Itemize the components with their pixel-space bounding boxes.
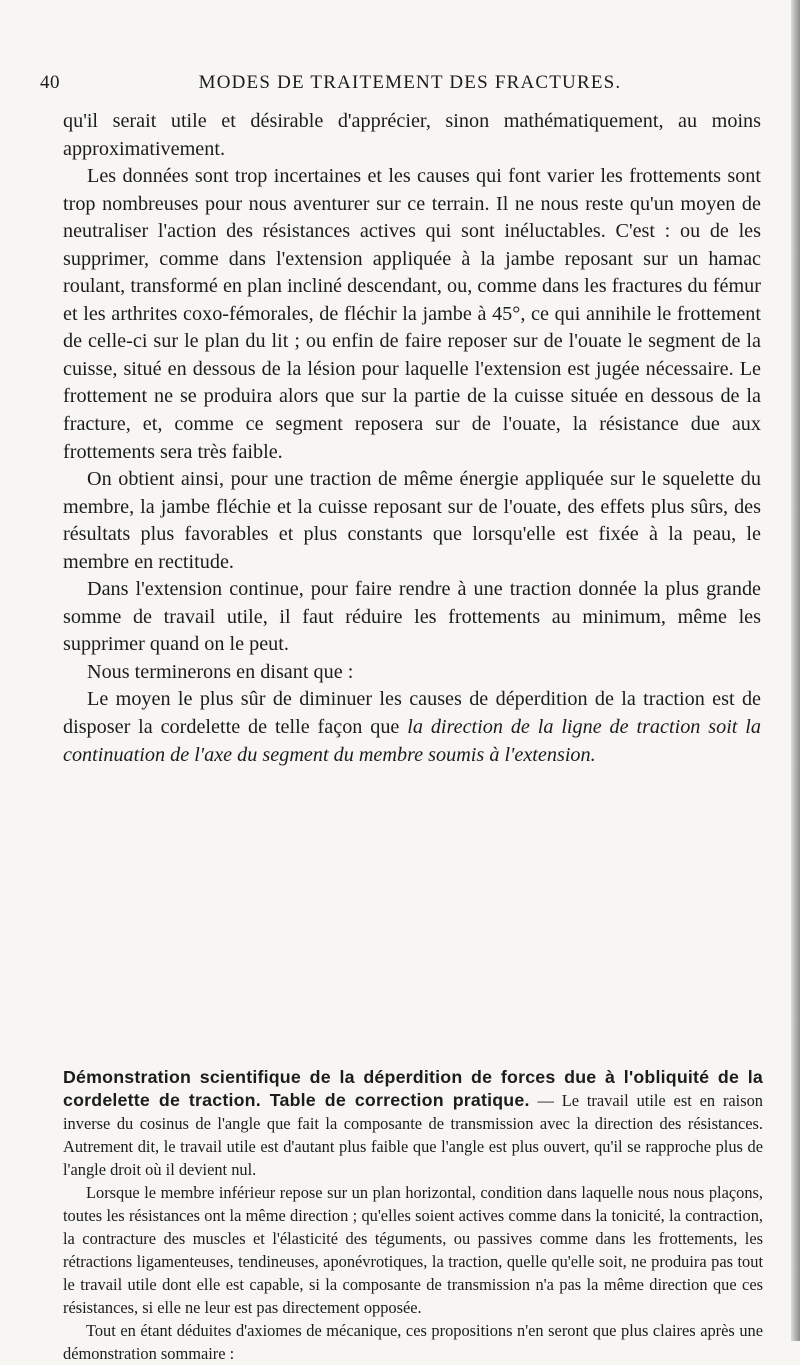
paragraph: qu'il serait utile et désirable d'apprécier, sinon mathématiquement, au moins approximativement. (63, 110, 761, 160)
paragraph: Dans l'extension continue, pour faire rendre à une traction donnée la plus grande somme de travail utile, il faut réduire les frottements au minimum, même les supprimer quand on le peut. (63, 578, 761, 656)
page-header (0, 60, 800, 93)
running-title: MODES DE TRAITEMENT DES FRACTURES. (198, 72, 622, 93)
page-edge-shadow (791, 0, 800, 1341)
main-text (63, 108, 761, 769)
paragraph: Tout en étant déduites d'axiomes de mécanique, ces propositions n'en seront que plus claires après une démonstration sommaire : (63, 1321, 763, 1363)
paragraph: Nous terminerons en disant que : (87, 660, 354, 683)
paragraph: Les données sont trop incertaines et les causes qui font varier les frottements sont trop nombreuses pour nous aventurer sur ce terrain. Il ne nous reste qu'un moyen de neutraliser l'action des résistances actives qui sont inéluctables. C'est : ou de les supprimer, comme dans l'extension appliquée à la jambe reposant sur un hamac roulant, transformé en plan incliné descendant, ou, comme dans les fractures du fémur et les arthrites coxo-fémorales, de fléchir la jambe à 45°, ce qui annihile le frottement de celle-ci sur le plan du lit ; ou enfin de faire reposer sur de l'ouate le segment de la cuisse, situé en dessous de la lésion pour laquelle l'extension est jugée nécessaire. Le frottement ne se produira alors que sur la partie de la cuisse située en dessous de la fracture, et, comme ce segment reposera sur de l'ouate, la résistance due aux frottements sera très faible. (63, 165, 761, 463)
page-number: 40 (40, 72, 60, 93)
conclusion-emphasis: la direction de la ligne de traction soit la continuation de l'axe du segment du membre soumis à l'extension. (63, 716, 761, 766)
paragraph: Lorsque le membre inférieur repose sur un plan horizontal, condition dans laquelle nous nous plaçons, toutes les résistances ont la même direction ; qu'elles soient actives comme dans la tonicité, la contraction, la contracture des muscles et l'élasticité des téguments, ou passives comme dans les frottements, les rétractions ligamenteuses, tendineuses, aponévrotiques, la traction, quelle qu'elle soit, ne produira pas tout le travail utile dont elle est capable, si la composante de transmission n'a pas la même direction que ces résistances, si elle ne leur est pas directement opposée. (63, 1183, 763, 1317)
section-intro-text: — Le travail utile est en raison inverse du cosinus de l'angle que fait la composante de transmission avec la direction des résistances. Autrement dit, le travail utile est d'autant plus faible que l'angle est plus ouvert, qu'il se rapproche plus de l'angle droit où il devient nul. (63, 1091, 764, 1179)
section-heading: Démonstration scientifique de la déperdition de forces due à l'obliquité de la cordelette de traction. Table de correction pratique. (63, 1067, 763, 1110)
conclusion-paragraph (63, 686, 761, 769)
demonstration-section (63, 1066, 763, 1365)
conclusion-text: Le moyen le plus sûr de diminuer les causes de déperdition de la traction est de disposer la cordelette de telle façon que (63, 688, 761, 739)
section-intro (63, 1066, 763, 1181)
paragraph: On obtient ainsi, pour une traction de même énergie appliquée sur le squelette du membre, la jambe fléchie et la cuisse reposant sur de l'ouate, des effets plus sûrs, des résultats plus favorables et plus constants que lorsqu'elle est fixée à la peau, le membre en rectitude. (63, 468, 761, 573)
